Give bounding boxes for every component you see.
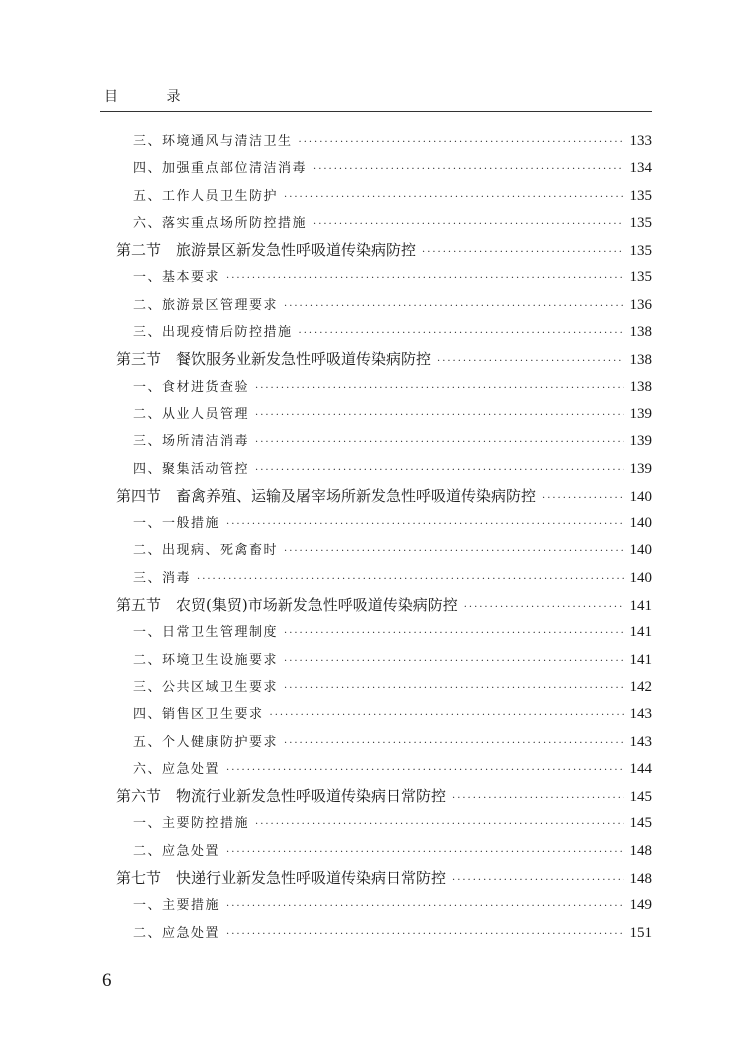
dot-leader	[255, 429, 623, 456]
toc-item-entry	[116, 292, 652, 319]
dot-leader	[284, 730, 623, 757]
dot-leader	[226, 511, 623, 538]
toc-section-title: 畜禽养殖、运输及屠宰场所新发急性呼吸道传染病防控	[176, 486, 537, 505]
dot-leader	[226, 921, 623, 948]
toc-item-entry	[116, 264, 652, 291]
toc-page-number: 142	[629, 678, 652, 695]
toc-entry-title	[116, 237, 416, 264]
toc-entry-title: 一、主要防控措施	[133, 816, 250, 832]
toc-page-number: 143	[629, 706, 652, 723]
toc-page-number: 134	[629, 160, 652, 177]
toc-entry-title: 三、场所清洁消毒	[133, 434, 250, 450]
toc-entry-title: 三、公共区域卫生要求	[133, 679, 279, 695]
toc-item-entry	[116, 756, 652, 783]
toc-section-entry	[116, 483, 652, 510]
dot-leader	[284, 648, 623, 675]
toc-entry-title: 五、个人健康防护要求	[133, 734, 279, 750]
toc-entry-title: 二、旅游景区管理要求	[133, 297, 279, 313]
toc-section-number: 第五节	[116, 596, 162, 615]
toc-section-entry	[116, 237, 652, 264]
toc-item-entry	[116, 374, 652, 401]
toc-entry-title: 二、出现病、死禽畜时	[133, 543, 279, 559]
toc-page-number: 140	[629, 515, 652, 532]
toc-item-entry	[116, 674, 652, 701]
toc-page-number: 133	[629, 133, 652, 149]
toc-entry-title: 一、主要措施	[133, 898, 221, 914]
dot-leader	[464, 594, 624, 621]
dot-leader	[437, 348, 623, 375]
toc-item-entry	[116, 537, 652, 564]
dot-leader	[284, 675, 623, 702]
toc-page-number: 135	[629, 243, 652, 260]
toc-page-number: 148	[629, 842, 652, 859]
toc-item-entry	[116, 183, 652, 210]
toc-entry-title	[116, 483, 536, 510]
toc-page-number: 141	[629, 598, 652, 615]
toc-section-number: 第三节	[116, 350, 162, 369]
toc-entry-title: 三、环境通风与清洁卫生	[133, 134, 293, 149]
toc-item-entry	[116, 428, 652, 455]
dot-leader	[542, 485, 623, 512]
dot-leader	[226, 265, 623, 292]
toc-entry-title: 二、应急处置	[133, 843, 221, 859]
toc-page-number: 138	[629, 352, 652, 369]
table-of-contents	[116, 128, 652, 947]
toc-page-number: 139	[629, 433, 652, 450]
toc-entry-title: 二、环境卫生设施要求	[133, 652, 279, 668]
toc-page-number: 148	[629, 871, 652, 888]
dot-leader	[299, 129, 624, 156]
dot-leader	[313, 211, 623, 238]
toc-section-entry	[116, 865, 652, 892]
toc-page-number: 143	[629, 733, 652, 750]
toc-entry-title	[116, 592, 458, 619]
dot-leader	[313, 156, 623, 183]
toc-section-entry	[116, 346, 652, 373]
toc-entry-title: 二、应急处置	[133, 925, 221, 941]
toc-section-title: 餐饮服务业新发急性呼吸道传染病防控	[176, 350, 432, 369]
toc-page-number: 140	[629, 542, 652, 559]
running-header: 目 录	[104, 89, 203, 105]
dot-leader	[452, 785, 623, 812]
dot-leader	[226, 839, 623, 866]
toc-section-entry	[116, 783, 652, 810]
toc-page-number: 135	[629, 187, 652, 204]
toc-section-title: 物流行业新发急性呼吸道传染病日常防控	[176, 787, 447, 806]
toc-page-number: 141	[629, 624, 652, 641]
toc-page-number: 149	[629, 897, 652, 914]
toc-entry-title: 三、出现疫情后防控措施	[133, 325, 293, 341]
toc-item-entry	[116, 729, 652, 756]
toc-page-number: 135	[629, 269, 652, 286]
page-number: 6	[102, 970, 112, 991]
header-rule	[100, 111, 652, 112]
toc-entry-title	[116, 783, 446, 810]
toc-entry-title: 五、工作人员卫生防护	[133, 188, 279, 204]
toc-section-title: 快递行业新发急性呼吸道传染病日常防控	[176, 869, 447, 888]
toc-page-number: 140	[629, 488, 652, 505]
toc-item-entry	[116, 128, 652, 155]
toc-item-entry	[116, 920, 652, 947]
toc-item-entry	[116, 565, 652, 592]
toc-entry-title: 一、基本要求	[133, 270, 221, 286]
toc-page-number: 138	[629, 324, 652, 341]
toc-page-number: 139	[629, 405, 652, 422]
toc-page-number: 136	[629, 296, 652, 313]
toc-entry-title: 一、日常卫生管理制度	[133, 625, 279, 641]
dot-leader	[284, 293, 623, 320]
toc-item-entry	[116, 401, 652, 428]
toc-item-entry	[116, 810, 652, 837]
toc-page-number: 151	[629, 924, 652, 941]
toc-entry-title: 四、聚集活动管控	[133, 461, 250, 477]
toc-page-number: 145	[629, 789, 652, 806]
dot-leader	[284, 184, 623, 211]
toc-entry-title: 三、消毒	[133, 570, 192, 586]
toc-page-number: 144	[629, 760, 652, 777]
toc-section-number: 第七节	[116, 869, 162, 888]
toc-item-entry	[116, 838, 652, 865]
toc-page-number: 135	[629, 214, 652, 231]
toc-entry-title: 六、落实重点场所防控措施	[133, 215, 308, 231]
toc-item-entry	[116, 456, 652, 483]
toc-item-entry	[116, 210, 652, 237]
dot-leader	[284, 538, 623, 565]
toc-entry-title	[116, 346, 431, 373]
toc-page-number: 145	[629, 815, 652, 832]
toc-entry-title: 四、销售区卫生要求	[133, 707, 264, 723]
toc-item-entry	[116, 701, 652, 728]
dot-leader	[255, 402, 623, 429]
dot-leader	[270, 702, 624, 729]
toc-entry-title: 一、食材进货查验	[133, 379, 250, 395]
toc-entry-title	[116, 865, 446, 892]
toc-item-entry	[116, 892, 652, 919]
toc-entry-title: 一、一般措施	[133, 516, 221, 532]
toc-section-entry	[116, 592, 652, 619]
dot-leader	[197, 566, 623, 593]
toc-item-entry	[116, 319, 652, 346]
toc-section-title: 旅游景区新发急性呼吸道传染病防控	[176, 241, 417, 260]
toc-page-number: 139	[629, 460, 652, 477]
toc-item-entry	[116, 155, 652, 182]
dot-leader	[255, 811, 623, 838]
toc-section-number: 第四节	[116, 486, 162, 505]
toc-section-number: 第二节	[116, 241, 162, 260]
toc-page-number: 141	[629, 651, 652, 668]
dot-leader	[422, 239, 623, 266]
dot-leader	[284, 620, 623, 647]
toc-entry-title: 二、从业人员管理	[133, 406, 250, 422]
toc-section-number: 第六节	[116, 787, 162, 806]
toc-section-title: 农贸(集贸)市场新发急性呼吸道传染病防控	[176, 596, 458, 615]
toc-entry-title: 六、应急处置	[133, 761, 221, 777]
toc-item-entry	[116, 619, 652, 646]
dot-leader	[452, 867, 623, 894]
toc-entry-title: 四、加强重点部位清洁消毒	[133, 161, 308, 177]
dot-leader	[299, 320, 624, 347]
dot-leader	[226, 757, 623, 784]
toc-item-entry	[116, 647, 652, 674]
toc-page-number: 140	[629, 569, 652, 586]
toc-item-entry	[116, 510, 652, 537]
toc-page-number: 138	[629, 378, 652, 395]
dot-leader	[226, 893, 623, 920]
dot-leader	[255, 457, 623, 484]
dot-leader	[255, 375, 623, 402]
